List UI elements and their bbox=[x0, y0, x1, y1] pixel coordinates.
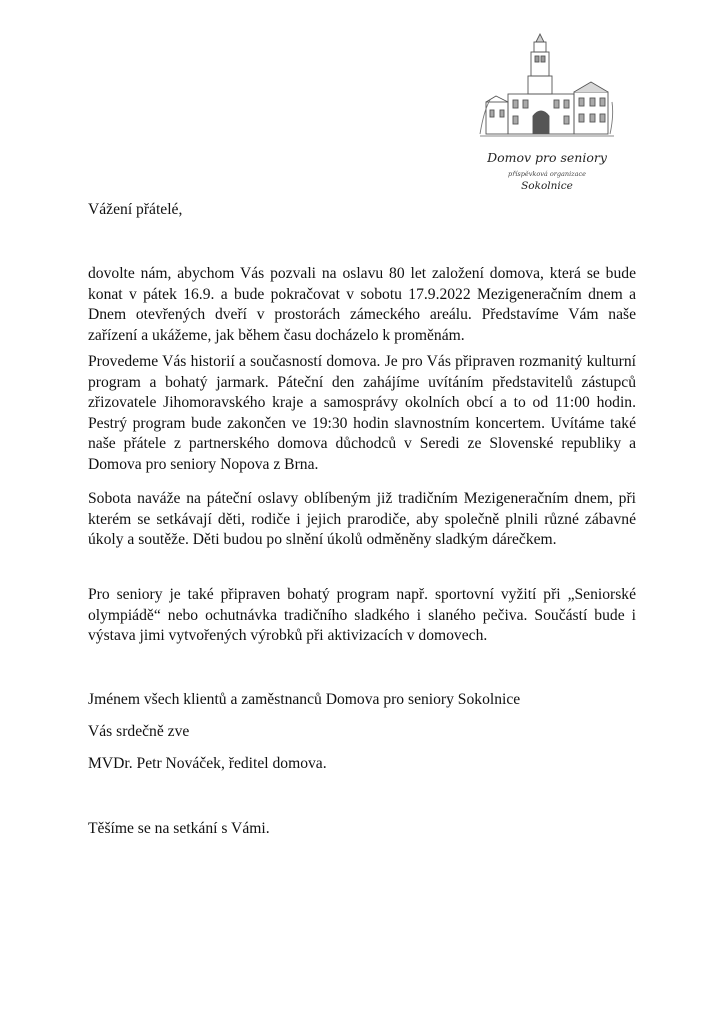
greeting: Vážení přátelé, bbox=[88, 201, 183, 218]
invite-line: Vás srdečně zve bbox=[88, 723, 190, 740]
closing-line: Těšíme se na setkání s Vámi. bbox=[88, 820, 270, 837]
signature: MVDr. Petr Nováček, ředitel domova. bbox=[88, 755, 327, 772]
paragraph-program: Provedeme Vás historií a současností domova. Je pro Vás připraven rozmanitý kulturní program a bohatý jarmark. Páteční den zahájíme uvítáním představitelů zástupců zřizovatele Jihomoravského kraje a samosprávy okolních obcí a to od 11:00 hodin. Pestrý program bude zakončen ve 19:30 hodin slavnostním koncertem. Uvítáme také naše přátele z partnerského domova důchodců v Seredi ze Slovenské republiky a Domova pro seniory Nopova z Brna. bbox=[88, 353, 636, 473]
logo-subtitle: příspěvková organizace bbox=[508, 170, 586, 178]
chateau-drawing-icon bbox=[478, 30, 616, 152]
logo-place: Sokolnice bbox=[521, 180, 573, 192]
paragraph-invitation: dovolte nám, abychom Vás pozvali na oslavu 80 let založení domova, která se bude konat v pátek 16.9. a bude pokračovat v sobotu 17.9.2022 Mezigeneračním dnem a Dnem otevřených dveří v prostorách zámeckého areálu. Představíme Vám naše zařízení a ukážeme, jak během času docházelo k proměnám. bbox=[88, 265, 636, 344]
logo-name: Domov pro seniory bbox=[487, 150, 607, 165]
letterhead-logo bbox=[472, 30, 622, 192]
paragraph-saturday: Sobota naváže na páteční oslavy oblíbeným již tradičním Mezigeneračním dnem, při kterém se setkávají děti, rodiče i jejich prarodiče, aby společně plnili různé zábavné úkoly a soutěže. Děti budou po slnění úkolů odměněny sladkým dárečkem. bbox=[88, 490, 636, 549]
signoff-line: Jménem všech klientů a zaměstnanců Domova pro seniory Sokolnice bbox=[88, 691, 521, 708]
paragraph-seniors: Pro seniory je také připraven bohatý program např. sportovní vyžití při „Seniorské olympiádě“ nebo ochutnávka tradičního sladkého i slaného pečiva. Součástí bude i výstava jimi vytvořených výrobků při aktivizacích v domovech. bbox=[88, 586, 636, 645]
